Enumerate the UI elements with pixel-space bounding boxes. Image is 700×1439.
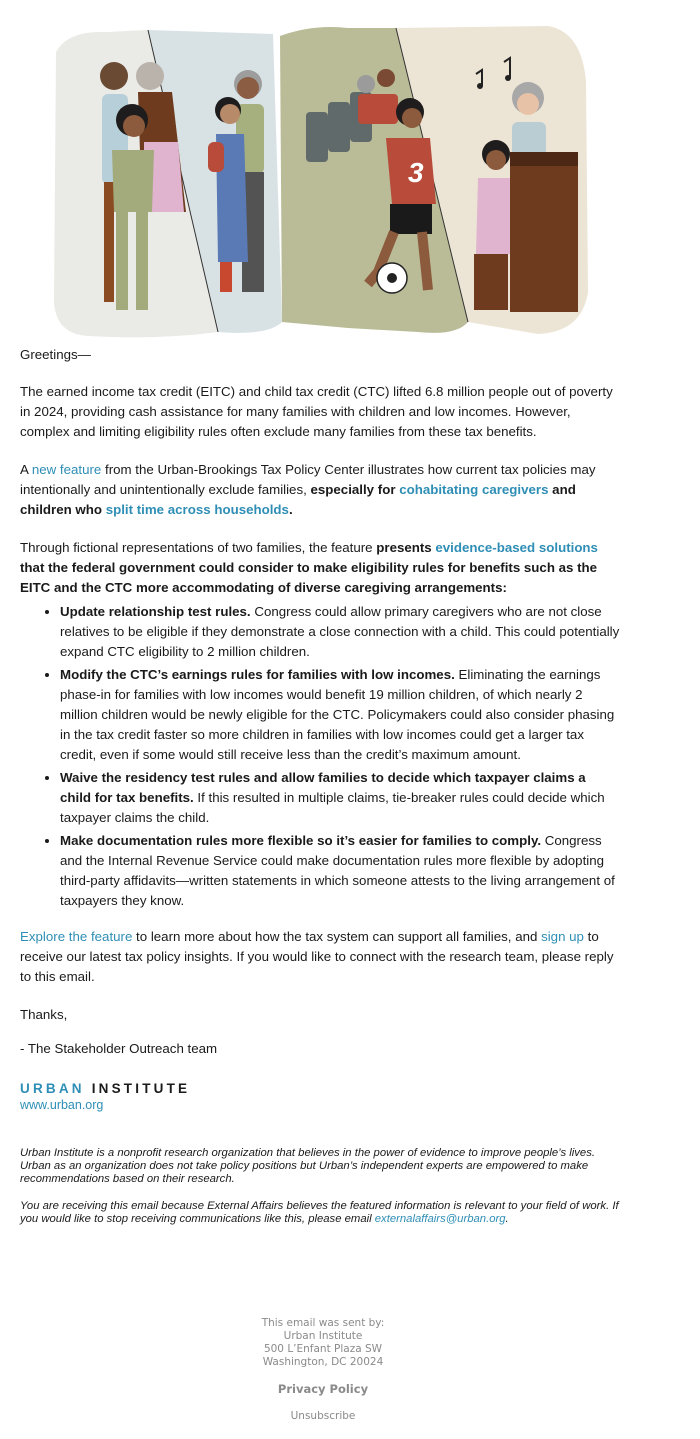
sender-address-line1: 500 L’Enfant Plaza SW bbox=[263, 1343, 383, 1355]
list-item: • Make documentation rules more flexible so it’s easier for families to comply. Congress and the Internal Revenue Service could make documentation rules more flexible by adopting third-party affidavits—written statements in which someone attests to the living arrangement of taxpayers they know. bbox=[60, 831, 620, 911]
explore-feature-link[interactable]: Explore the feature bbox=[20, 929, 133, 944]
sender-address-line2: Washington, DC 20024 bbox=[262, 1356, 384, 1368]
hero-illustration bbox=[48, 22, 592, 342]
list-item: • Modify the CTC’s earnings rules for families with low incomes. Eliminating the earnings phase-in for families with low incomes would benefit 19 million children, of which nearly 2 million children would be newly eligible for the CTC. Policymakers could also consider phasing in the tax credit faster so more children in families with low incomes could get a larger tax credit, even if some would still receive less than the credit’s maximum amount. bbox=[60, 665, 620, 765]
intro-paragraph: The earned income tax credit (EITC) and child tax credit (CTC) lifted 6.8 million people out of poverty in 2024, providing cash assistance for many families with children and low incomes. However, complex and limiting eligibility rules often exclude many families from these tax benefits. bbox=[20, 384, 613, 439]
thanks: Thanks, bbox=[20, 1007, 68, 1022]
greeting: Greetings— bbox=[20, 347, 91, 362]
unsubscribe-link[interactable]: Unsubscribe bbox=[290, 1410, 356, 1422]
explore-paragraph: Explore the feature to learn more about how the tax system can support all families, and sign up to receive our latest tax policy insights. If you would like to connect with the research team, please reply to this email. bbox=[20, 929, 614, 984]
sender-footer bbox=[0, 1317, 646, 1423]
solutions-intro: Through fictional representations of two families, the feature presents evidence-based solutions that the federal government could consider to make eligibility rules for benefits such as the EITC and the CTC more accommodating of diverse caregiving arrangements: bbox=[20, 540, 598, 595]
external-affairs-email-link[interactable]: externalaffairs@urban.org bbox=[374, 1213, 506, 1225]
urban-institute-logo: URBAN INSTITUTE bbox=[20, 1081, 191, 1096]
new-feature-link[interactable]: new feature bbox=[31, 462, 102, 477]
disclaimer-subscription: You are receiving this email because External Affairs believes the featured information is relevant to your field of work. If you would like to stop receiving communications like this, please email externalaffairs@urban.org. bbox=[20, 1200, 619, 1225]
sent-by-label: This email was sent by: bbox=[261, 1317, 385, 1329]
signoff: - The Stakeholder Outreach team bbox=[20, 1041, 218, 1056]
jersey-number: 3 bbox=[408, 157, 424, 188]
cohabitating-caregivers-link[interactable]: cohabitating caregivers bbox=[399, 482, 549, 497]
evidence-based-solutions-link[interactable]: evidence-based solutions bbox=[435, 540, 598, 555]
piano bbox=[510, 152, 578, 312]
sender-org: Urban Institute bbox=[283, 1330, 363, 1342]
list-item: • Update relationship test rules. Congress could allow primary caregivers who are not close relatives to be eligible if they demonstrate a close connection with a child. This could potentially expand CTC eligibility to 2 million children. bbox=[60, 602, 620, 662]
sign-up-link[interactable]: sign up bbox=[541, 929, 584, 944]
list-item: • Waive the residency test rules and allow families to decide which taxpayer claims a child for tax benefits. If this resulted in multiple claims, tie-breaker rules could decide which taxpayer claims the child. bbox=[60, 768, 620, 828]
disclaimer-mission: Urban Institute is a nonprofit research organization that believes in the power of evidence to improve people’s lives. Urban as an organization does not take policy positions but Urban’s independent experts are empowered to make recommendations based on their research. bbox=[20, 1147, 596, 1185]
split-time-link[interactable]: split time across households bbox=[105, 502, 289, 517]
website-link[interactable]: www.urban.org bbox=[20, 1098, 104, 1112]
privacy-policy-link[interactable]: Privacy Policy bbox=[277, 1382, 369, 1396]
solutions-list bbox=[20, 602, 620, 911]
feature-paragraph: A new feature from the Urban-Brookings Tax Policy Center illustrates how current tax policies may intentionally and unintentionally exclude families, especially for cohabitating caregivers and children who split time across households. bbox=[20, 462, 596, 517]
email-body bbox=[20, 345, 620, 1226]
